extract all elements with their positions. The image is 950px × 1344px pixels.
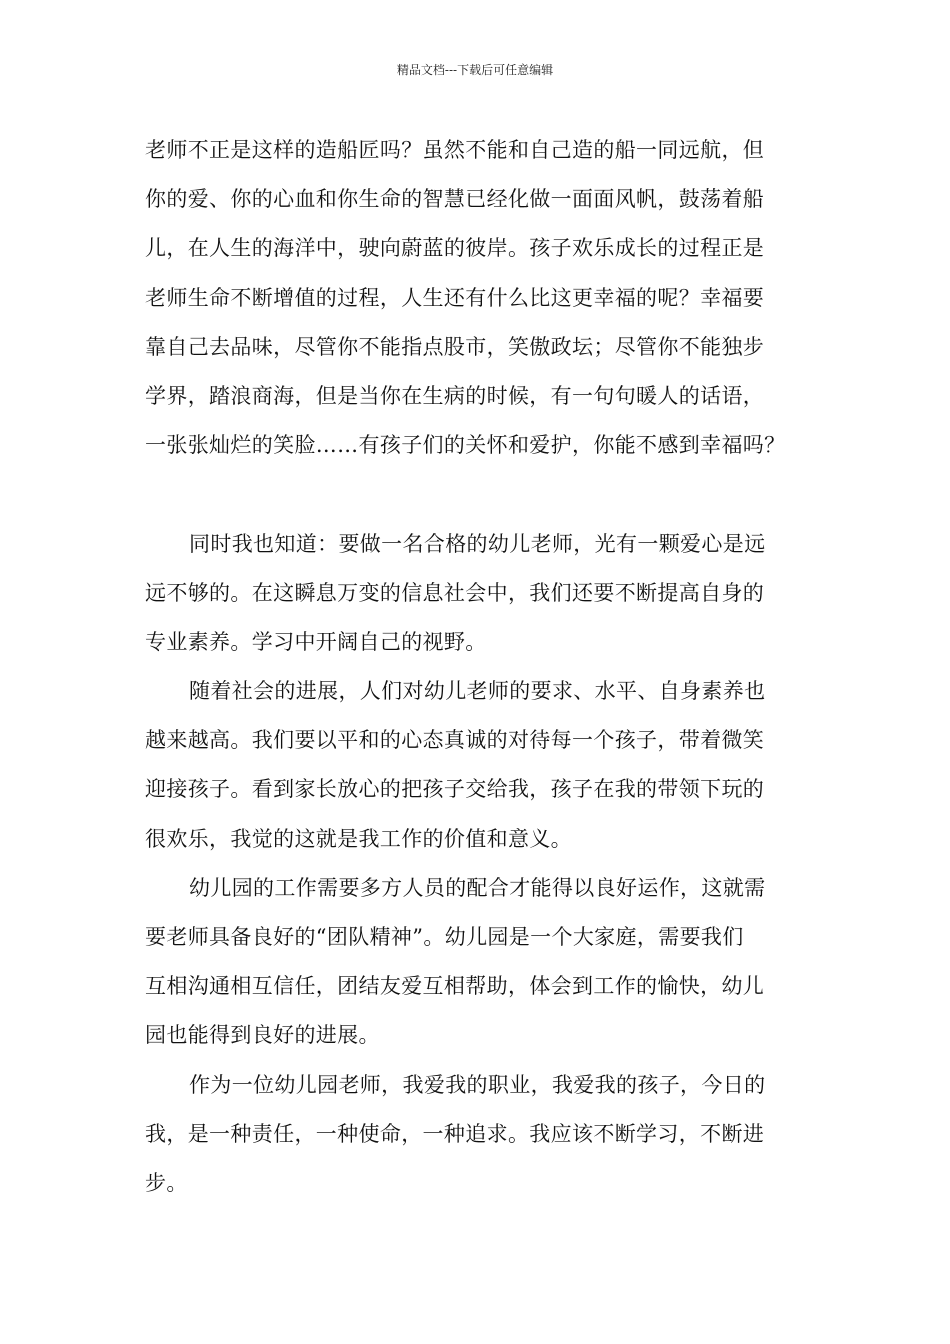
- text-line: 靠自己去品味，尽管你不能指点股市，笑傲政坛；尽管你不能独步: [145, 334, 765, 359]
- text-line: 你的爱、你的心血和你生命的智慧已经化做一面面风帆，鼓荡着船: [145, 187, 765, 212]
- text-line: 幼儿园的工作需要多方人员的配合才能得以良好运作，这就需: [189, 875, 766, 900]
- text-line: 我，是一种责任，一种使命，一种追求。我应该不断学习，不断进: [145, 1121, 765, 1146]
- text-line: 老师不正是这样的造船匠吗？虽然不能和自己造的船一同远航，但: [145, 138, 765, 162]
- paragraph-4: [145, 864, 809, 1061]
- text-line: 互相沟通相互信任，团结友爱互相帮助，体会到工作的愉快，幼儿: [145, 974, 765, 999]
- paragraph-gap: [145, 470, 809, 519]
- paragraph-1: [145, 126, 809, 470]
- paragraph-3: [145, 667, 809, 864]
- text-line: 随着社会的进展，人们对幼儿老师的要求、水平、自身素养也: [189, 679, 766, 704]
- paragraph-5: [145, 1061, 809, 1209]
- text-line: 作为一位幼儿园老师，我爱我的职业，我爱我的孩子，今日的: [189, 1072, 766, 1097]
- page-header: 精品文档---下载后可任意编辑: [396, 63, 554, 77]
- text-line: 很欢乐，我觉的这就是我工作的价值和意义。: [145, 826, 572, 851]
- text-line: 专业素养。学习中开阔自己的视野。: [145, 629, 487, 654]
- text-line: 学界，踏浪商海，但是当你在生病的时候，有一句句暖人的话语，: [145, 383, 765, 408]
- paragraph-2: [145, 520, 809, 668]
- text-line: 迎接孩子。看到家长放心的把孩子交给我，孩子在我的带领下玩的: [145, 777, 765, 802]
- text-line: 儿，在人生的海洋中，驶向蔚蓝的彼岸。孩子欢乐成长的过程正是: [145, 236, 765, 261]
- text-line: 要老师具备良好的“团队精神”。幼儿园是一个大家庭，需要我们: [145, 925, 744, 949]
- text-line: 越来越高。我们要以平和的心态真诚的对待每一个孩子，带着微笑: [145, 728, 765, 753]
- text-line: 步。: [145, 1170, 188, 1195]
- text-line: 老师生命不断增值的过程，人生还有什么比这更幸福的呢？幸福要: [145, 285, 765, 310]
- text-line: 同时我也知道：要做一名合格的幼儿老师，光有一颗爱心是远: [189, 531, 766, 556]
- document-body: [145, 126, 809, 1208]
- text-line: 远不够的。在这瞬息万变的信息社会中，我们还要不断提高自身的: [145, 580, 765, 605]
- text-line: 一张张灿烂的笑脸……有孩子们的关怀和爱护，你能不感到幸福吗？: [145, 433, 786, 458]
- text-line: 园也能得到良好的进展。: [145, 1023, 380, 1048]
